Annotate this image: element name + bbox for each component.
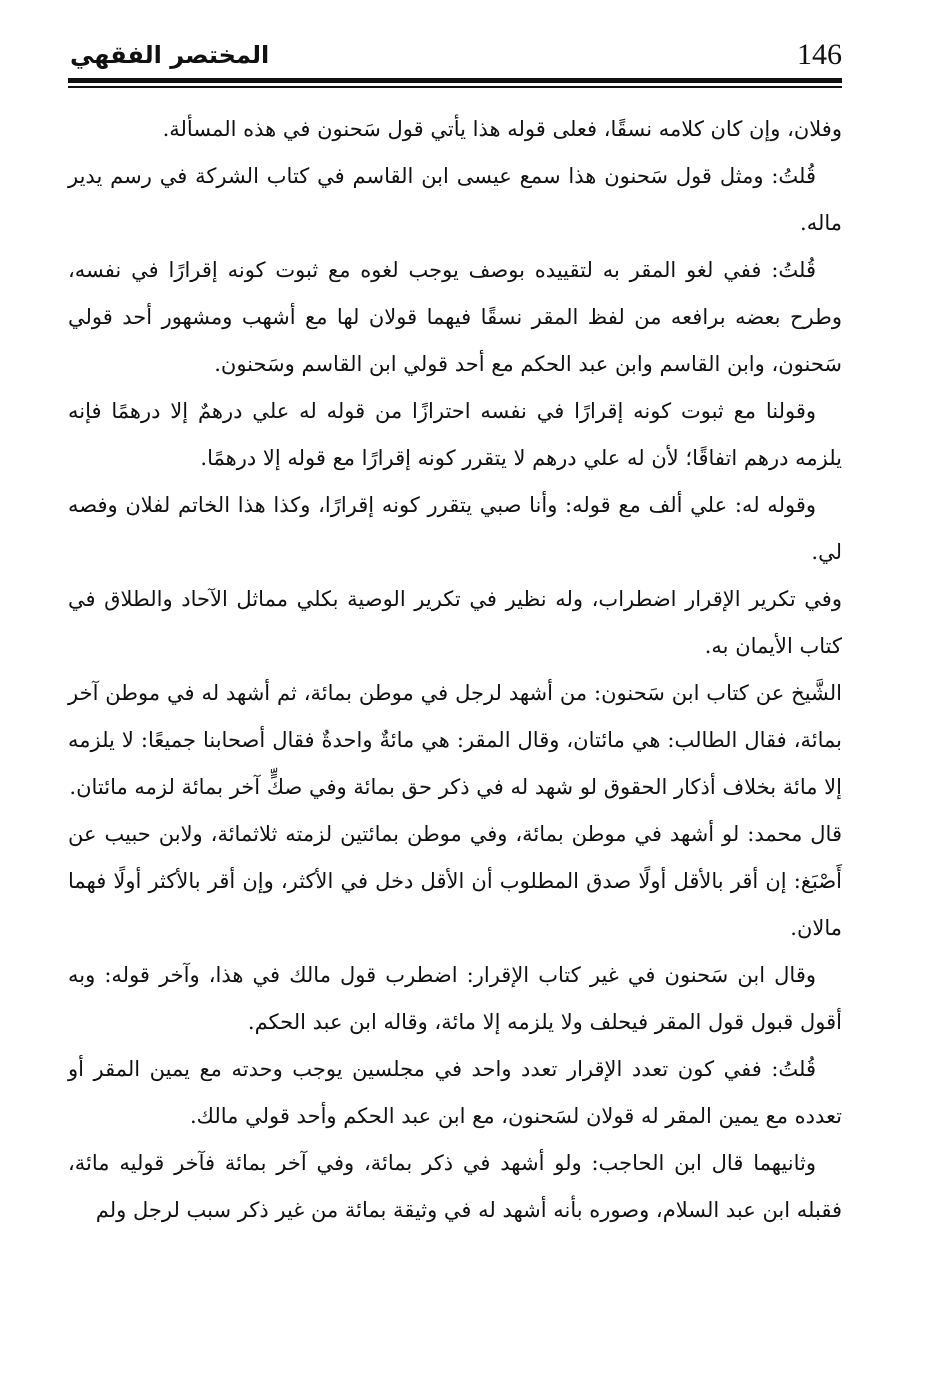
paragraph-lead-word: قُلتُ: — [771, 164, 816, 188]
paragraph-text: وفي تكرير الإقرار اضطراب، وله نظير في تكرير الوصية بكلي مماثل الآحاد والطلاق في كتاب الأيمان به. — [68, 587, 842, 658]
paragraph-lead-word: قُلتُ: — [771, 258, 816, 282]
paragraph-text: ففي لغو المقر به لتقييده بوصف يوجب لغوه مع ثبوت كونه إقرارًا في نفسه، وطرح بعضه برافعه من لفظ المقر نسقًا فيهما قولان لها مع أشهب ومشهور أحد قولي سَحنون، وابن القاسم وابن عبد الحكم مع أحد قولي ابن القاسم وسَحنون. — [68, 258, 842, 376]
header-rule-thin — [68, 86, 842, 88]
paragraph — [68, 576, 842, 670]
paragraph-text: وقوله له: علي ألف مع قوله: وأنا صبي يتقرر كونه إقرارًا، وكذا هذا الخاتم لفلان وفصه لي. — [68, 493, 842, 564]
paragraph-lead-word: قُلتُ: — [771, 1057, 816, 1081]
paragraph — [68, 247, 842, 388]
body-text — [68, 106, 842, 1234]
paragraph-lead-word: وثانيهما — [753, 1151, 816, 1175]
paragraph-text: ففي كون تعدد الإقرار تعدد واحد في مجلسين يوجب وحدته مع يمين المقر أو تعدده مع يمين المقر له قولان لسَحنون، مع ابن عبد الحكم وأحد قولي مالك. — [68, 1057, 842, 1128]
paragraph — [68, 1046, 842, 1140]
running-title: المختصر الفقهي — [70, 41, 270, 69]
paragraph — [68, 106, 842, 153]
paragraph-text: وفلان، وإن كان كلامه نسقًا، فعلى قوله هذا يأتي قول سَحنون في هذه المسألة. — [162, 117, 842, 141]
paragraph — [68, 811, 842, 952]
paragraph-text: ومثل قول سَحنون هذا سمع عيسى ابن القاسم في كتاب الشركة في رسم يدير ماله. — [68, 164, 842, 235]
page-header — [68, 30, 842, 80]
paragraph-lead-word: الشَّيخ — [791, 681, 842, 705]
paragraph-text: عن كتاب ابن سَحنون: من أشهد لرجل في موطن بمائة، ثم أشهد له في موطن آخر بمائة، فقال الطالب: هي مائتان، وقال المقر: هي مائةٌ واحدةٌ فقال أصحابنا جميعًا: لا يلزمه إلا مائة بخلاف أذكار الحقوق لو شهد له في ذكر حق بمائة وفي صكٍّ آخر بمائة لزمه مائتان. — [68, 681, 842, 799]
paragraph — [68, 1140, 842, 1234]
paragraph — [68, 952, 842, 1046]
paragraph-text: وقولنا مع ثبوت كونه إقرارًا في نفسه احترازًا من قوله له علي درهمٌ إلا درهمًا فإنه يلزمه درهم اتفاقًا؛ لأن له علي درهم لا يتقرر كونه إقرارًا مع قوله إلا درهمًا. — [68, 399, 842, 470]
paragraph — [68, 153, 842, 247]
header-rule-thick — [68, 78, 842, 83]
paragraph — [68, 482, 842, 576]
paragraph-text: قال محمد: لو أشهد في موطن بمائة، وفي موطن بمائتين لزمته ثلاثمائة، ولابن حبيب عن أَصْبَغ: إن أقر بالأقل أولًا صدق المطلوب أن الأقل دخل في الأكثر، وإن أقر بالأكثر أولًا فهما مالان. — [68, 822, 842, 940]
page-number: 146 — [797, 38, 842, 71]
paragraph — [68, 388, 842, 482]
paragraph-text: قال ابن الحاجب: ولو أشهد في ذكر بمائة، وفي آخر بمائة فآخر قوليه مائة، فقبله ابن عبد السلام، وصوره بأنه أشهد له في وثيقة بمائة من غير ذكر سبب لرجل ولم — [68, 1151, 842, 1222]
paragraph-text: وقال ابن سَحنون في غير كتاب الإقرار: اضطرب قول مالك في هذا، وآخر قوله: وبه أقول قبول قول المقر فيحلف ولا يلزمه إلا مائة، وقاله ابن عبد الحكم. — [68, 963, 842, 1034]
paragraph — [68, 670, 842, 811]
